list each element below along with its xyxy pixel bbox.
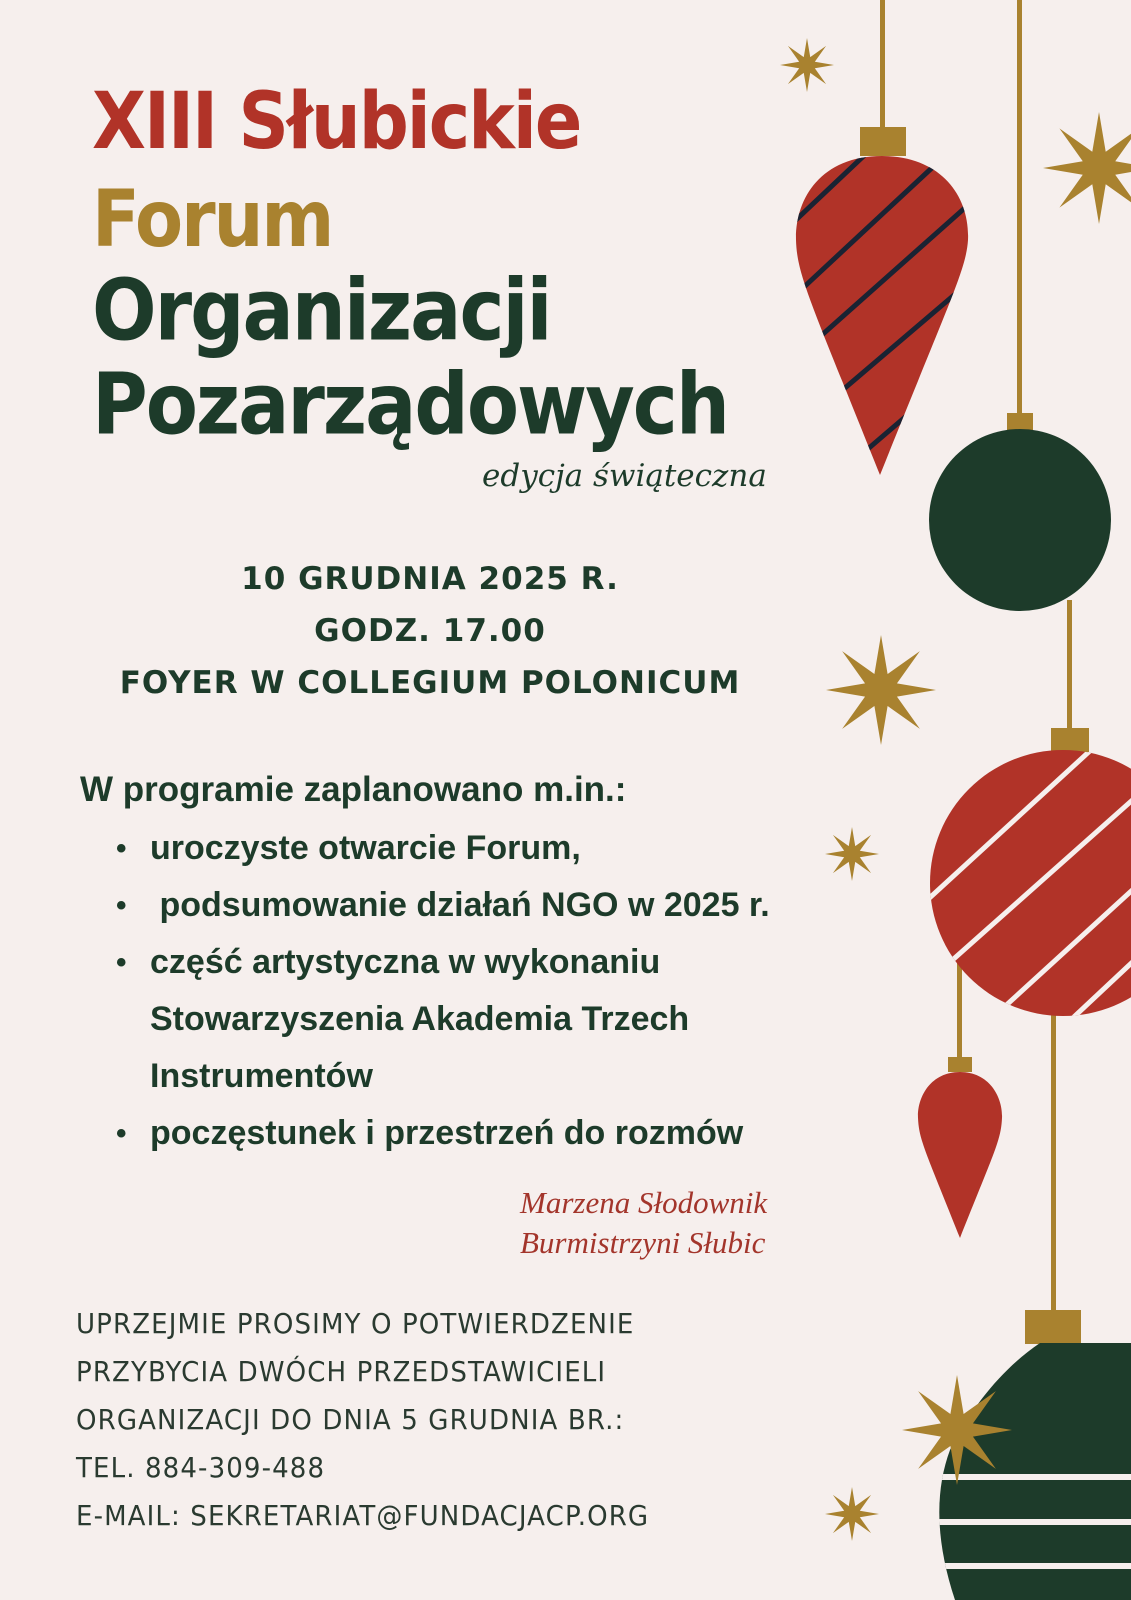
- rsvp-email: E-MAIL: SEKRETARIAT@FUNDACJACP.ORG: [76, 1499, 650, 1532]
- program-item-text: część artystyczna w wykonaniu: [150, 943, 661, 981]
- signatory-role: Burmistrzyni Słubic: [520, 1225, 766, 1260]
- program-item: [114, 877, 770, 934]
- event-info: [80, 553, 780, 709]
- rsvp-line-3: ORGANIZACJI DO DNIA 5 GRUDNIA BR.:: [76, 1403, 625, 1436]
- gold-star-icon: [1043, 112, 1131, 224]
- program-item: [114, 1105, 770, 1162]
- edition-subtitle: edycja świąteczna: [482, 458, 767, 494]
- event-date: 10 GRUDNIA 2025 R.: [241, 561, 619, 597]
- program-list: [114, 820, 770, 1162]
- program-item-text-cont: Stowarzyszenia Akademia Trzech: [150, 1000, 690, 1038]
- title-line-2: Forum: [92, 173, 333, 266]
- program-item-text: podsumowanie działań NGO w 2025 r.: [150, 886, 770, 924]
- gold-star-icon: [825, 827, 879, 881]
- program-item-text-cont: Instrumentów: [150, 1057, 373, 1095]
- title-line-4: Pozarządowych: [92, 354, 728, 454]
- bullet-icon: •: [116, 1117, 127, 1150]
- event-venue: FOYER W COLLEGIUM POLONICUM: [119, 665, 741, 701]
- program-item: [114, 820, 770, 877]
- green-ball-ornament: [929, 413, 1111, 611]
- small-red-teardrop-ornament: [918, 1057, 1002, 1238]
- event-time: GODZ. 17.00: [314, 613, 546, 649]
- program-item-text: uroczyste otwarcie Forum,: [150, 829, 581, 867]
- program-item: [114, 934, 770, 1105]
- program-item-text: poczęstunek i przestrzeń do rozmów: [150, 1114, 744, 1152]
- gold-star-icon: [826, 635, 936, 745]
- rsvp-line-1: UPRZEJMIE PROSIMY O POTWIERDZENIE: [76, 1307, 635, 1340]
- signatory-name: Marzena Słodownik: [520, 1185, 768, 1220]
- title-line-3: Organizacji: [92, 260, 551, 360]
- rsvp-line-2: PRZYBYCIA DWÓCH PRZEDSTAWICIELI: [76, 1355, 607, 1388]
- bullet-icon: •: [116, 832, 127, 865]
- gold-star-icon: [780, 38, 834, 92]
- signature: [520, 1183, 767, 1263]
- rsvp-info: [76, 1300, 692, 1540]
- bullet-icon: •: [116, 889, 127, 922]
- rsvp-phone: TEL. 884-309-488: [76, 1451, 326, 1484]
- gold-star-icon: [825, 1487, 879, 1541]
- gold-star-icon: [902, 1375, 1012, 1485]
- title-line-1: XIII Słubickie: [92, 75, 581, 168]
- red-striped-ball-ornament: [900, 700, 1131, 1030]
- red-striped-teardrop-ornament: [780, 127, 985, 475]
- program-heading: W programie zaplanowano m.in.:: [80, 770, 627, 809]
- bullet-icon: •: [116, 946, 127, 979]
